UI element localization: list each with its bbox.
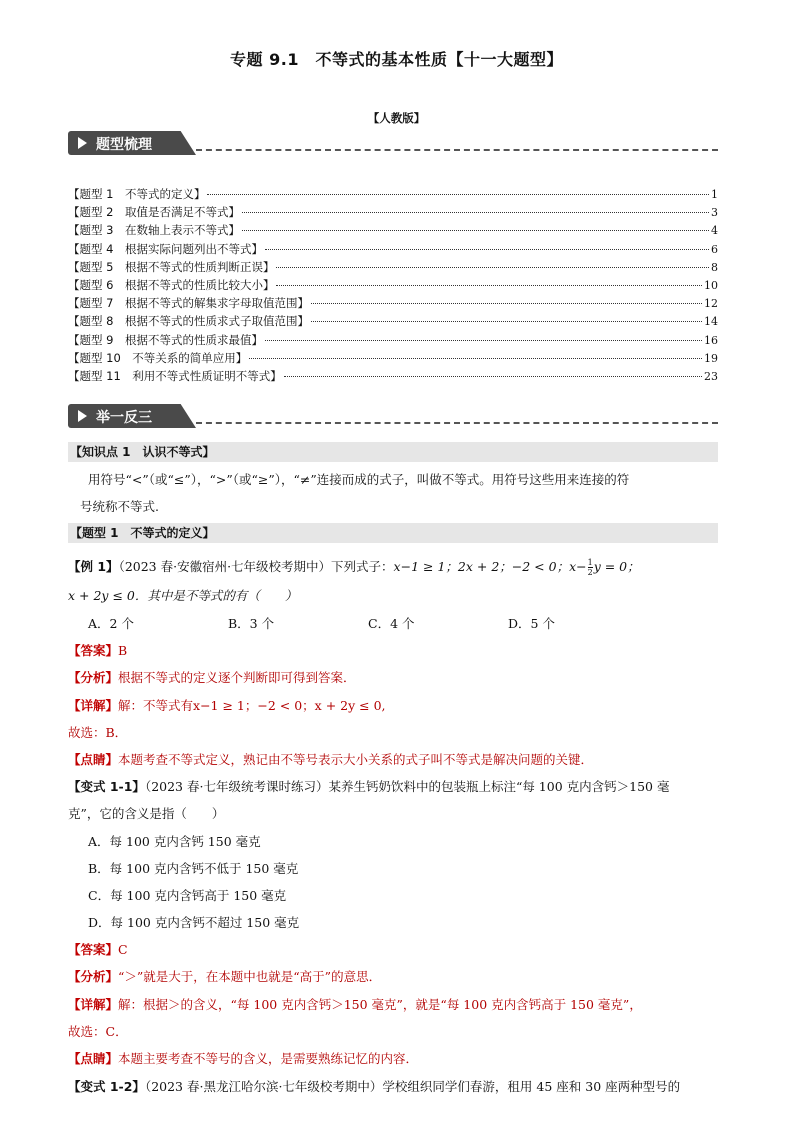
fraction-denominator: 2 [587,568,593,577]
banner-dash-line [196,149,718,151]
option-d: D．每 100 克内含钙不超过 150 毫克 [88,915,300,930]
variant-text: （2023 春·七年级统考课时练习）某养生钙奶饮料中的包装瓶上标注“每 100 克内含钙＞150 毫 [144,779,670,794]
edition-label: 【人教版】 [367,111,426,125]
toc-leader-dots [276,267,709,268]
toc-entry-page: 12 [704,297,718,311]
variant-label: 【变式 1-1】 [68,779,145,794]
toc-leader-dots [207,194,709,195]
comment-line [68,1049,728,1067]
variant-label: 【变式 1-2】 [68,1079,145,1094]
variant-question-line: 克”，它的含义是指（ ） [68,806,225,821]
option-c: C．4 个 [368,616,415,631]
answer-line [68,641,728,659]
comment-text: 本题主要考查不等号的含义，是需要熟练记忆的内容． [118,1051,419,1066]
toc-entry-page: 10 [704,278,718,292]
analysis-text: 根据不等式的定义逐个判断即可得到答案． [118,670,356,685]
toc-entry-label: 【题型 6 根据不等式的性质比较大小】 [68,277,275,292]
detail-text: 解：根据＞的含义，“每 100 克内含钙＞150 毫克”，就是“每 100 克内含钙高于 150 毫克”， [118,997,642,1012]
section-banner-practice [68,404,718,430]
math-expression: y = 0； [593,559,640,574]
toc-entry[interactable] [68,332,718,350]
toc-entry-page: 19 [704,351,718,365]
knowledge-point-bar [68,442,718,462]
choice-line: 故选：C． [68,1024,128,1039]
toc-entry-label: 【题型 11 利用不等式性质证明不等式】 [68,368,282,383]
example-label: 【例 1】 [68,559,119,574]
banner-dash-line [196,422,718,424]
section-banner-toc [68,131,718,157]
toc-entry[interactable] [68,368,718,386]
math-expression: x + 2y ≤ 0．其中是不等式的有（ ） [68,588,298,603]
option-b: B．3 个 [228,616,275,631]
toc-entry[interactable] [68,277,718,295]
toc-leader-dots [242,212,709,213]
choice-line: 故选：B． [68,725,128,740]
toc-entry-page: 14 [704,315,718,329]
answer-line [68,940,728,958]
banner-label: 举一反三 [96,410,152,426]
toc-leader-dots [242,230,709,231]
variant-question-line [68,1077,728,1095]
toc-entry-label: 【题型 9 根据不等式的性质求最值】 [68,332,263,347]
comment-text: 本题考查不等式定义，熟记由不等号表示大小关系的式子叫不等式是解决问题的关键． [118,752,594,767]
toc-leader-dots [311,303,702,304]
fraction-numerator: 1 [587,558,593,567]
toc-entry[interactable] [68,241,718,259]
answer-label: 【答案】 [68,643,119,658]
toc-entry-label: 【题型 1 不等式的定义】 [68,187,206,201]
question-type-title: 【题型 1 不等式的定义】 [70,526,215,540]
toc-entry-label: 【题型 2 取值是否满足不等式】 [68,205,240,220]
option-d: D．5 个 [508,616,555,631]
toc-entry-page: 8 [711,260,718,274]
toc-entry-label: 【题型 10 不等关系的简单应用】 [68,350,248,365]
toc-leader-dots [276,285,702,286]
toc-leader-dots [265,249,709,250]
fraction [588,558,593,577]
analysis-label: 【分析】 [68,969,119,984]
toc-entry-label: 【题型 7 根据不等式的解集求字母取值范围】 [68,296,309,311]
toc-entry[interactable] [68,186,718,204]
knowledge-text-line: 号统称不等式. [80,499,159,514]
knowledge-point-title: 【知识点 1 认识不等式】 [70,445,215,459]
analysis-line [68,668,728,686]
toc-entry[interactable] [68,222,718,240]
answer-value: C [118,942,128,957]
toc-leader-dots [284,376,702,377]
toc-entry-page: 3 [711,206,718,220]
variant-question-line [68,777,728,795]
comment-line [68,750,728,768]
detail-label: 【详解】 [68,698,119,713]
question-type-bar [68,523,718,543]
comment-label: 【点睛】 [68,752,119,767]
analysis-line [68,967,728,985]
option-b: B．每 100 克内含钙不低于 150 毫克 [88,861,299,876]
toc-entry[interactable] [68,350,718,368]
banner-label: 题型梳理 [96,137,152,153]
variant-text: （2023 春·黑龙江哈尔滨·七年级校考期中）学校组织同学们春游，租用 45 座和 30 座两种型号的 [144,1079,681,1094]
knowledge-text-line: 用符号“<”（或“≤”），“>”（或“≥”），“≠”连接而成的式子，叫做不等式。用符号这些用来连接的符 [88,472,630,487]
toc-entry-label: 【题型 4 根据实际问题列出不等式】 [68,241,263,256]
toc-entry-label: 【题型 3 在数轴上表示不等式】 [68,223,240,238]
toc-entry-page: 6 [711,242,718,256]
analysis-text: “＞”就是大于，在本题中也就是“高于”的意思． [118,969,382,984]
toc-entry[interactable] [68,313,718,331]
comment-label: 【点睛】 [68,1051,119,1066]
play-arrow-icon [78,410,87,422]
toc-entry[interactable] [68,295,718,313]
option-a: A．每 100 克内含钙 150 毫克 [88,834,261,849]
answer-label: 【答案】 [68,942,119,957]
detail-text: 解：不等式有x−1 ≥ 1；−2 < 0；x + 2y ≤ 0, [118,698,386,713]
toc-entry-label: 【题型 8 根据不等式的性质求式子取值范围】 [68,314,309,329]
toc-leader-dots [265,340,702,341]
play-arrow-icon [78,137,87,149]
example-question-line [68,557,728,577]
detail-label: 【详解】 [68,997,119,1012]
analysis-label: 【分析】 [68,670,119,685]
options-row [88,614,748,632]
toc-entry-page: 16 [704,333,718,347]
example-source: （2023 春·安徽宿州·七年级校考期中）下列式子： [118,559,394,574]
table-of-contents [68,186,718,386]
toc-entry[interactable] [68,204,718,222]
detail-line [68,995,728,1013]
toc-entry-page: 1 [711,188,718,201]
document-title: 专题 9.1 不等式的基本性质【十一大题型】 [230,50,563,69]
toc-entry-page: 4 [711,224,718,238]
toc-entry-page: 23 [704,369,718,383]
toc-leader-dots [311,321,702,322]
math-expression: x−1 ≥ 1；2x + 2；−2 < 0；x− [393,559,587,574]
toc-leader-dots [249,358,702,359]
answer-value: B [118,643,128,658]
option-a: A．2 个 [88,616,134,631]
detail-line [68,696,728,714]
toc-entry-label: 【题型 5 根据不等式的性质判断正误】 [68,259,275,274]
toc-entry[interactable] [68,259,718,277]
option-c: C．每 100 克内含钙高于 150 毫克 [88,888,287,903]
example-question-line [68,586,728,604]
